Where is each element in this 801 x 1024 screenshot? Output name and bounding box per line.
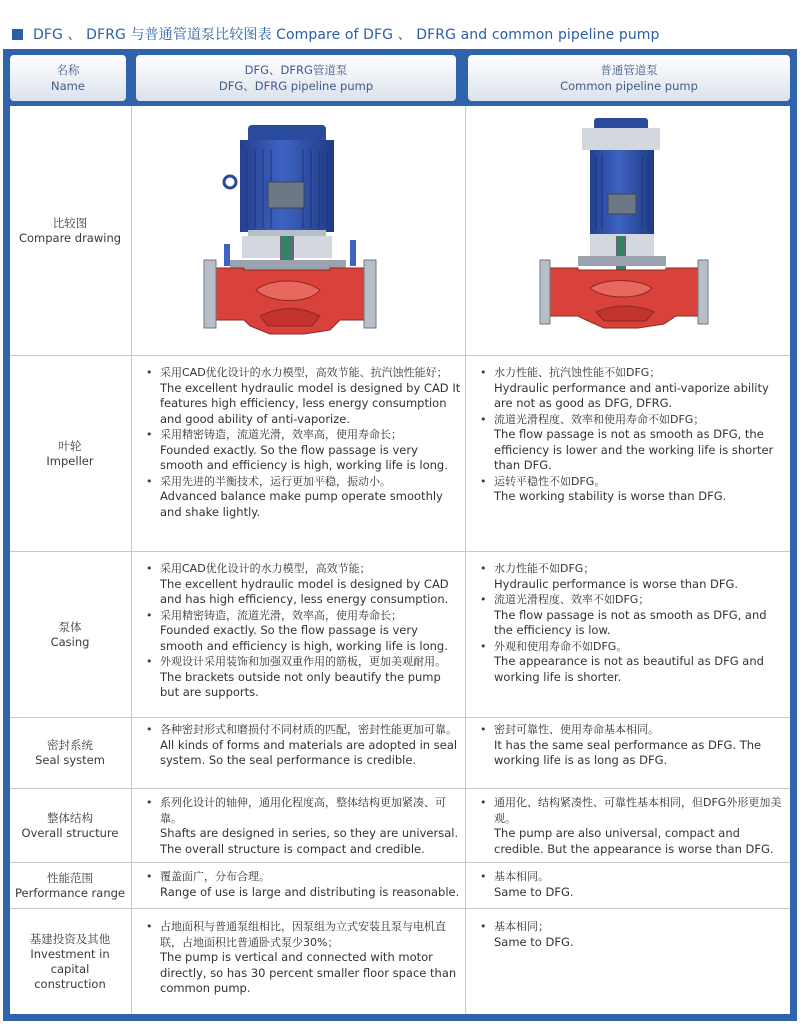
list-item (132, 869, 465, 900)
bullet-zh: 采用先进的半衡技术，运行更加平稳，振动小。 (160, 474, 391, 488)
bullet-icon: • (146, 796, 153, 809)
bullet-icon: • (480, 796, 487, 809)
bullet-icon: • (480, 639, 487, 653)
row-label-cell (10, 909, 130, 1014)
common-cell (466, 718, 790, 788)
row-name-en: Performance range (15, 885, 125, 900)
bullet-icon: • (146, 366, 153, 379)
bullet-zh: 系列化设计的轴伸，通用化程度高，整体结构更加紧凑、可靠。 (160, 796, 446, 825)
row-compare-drawing (10, 106, 790, 355)
dfg-drawing-cell (132, 106, 465, 355)
dfg-cell (132, 789, 465, 862)
row-name-zh: 叶轮 (58, 438, 82, 453)
bullet-en: The brackets outside not only beautify the pump but are supports. (160, 669, 441, 699)
list-item (466, 561, 790, 592)
list-item (132, 608, 465, 655)
bullet-zh: 流道光滑程度、效率不如DFG； (494, 593, 650, 606)
bullet-icon: • (146, 474, 153, 488)
title-square-icon (12, 29, 23, 40)
bullet-icon: • (480, 562, 487, 575)
row-name-en: Overall structure (21, 825, 119, 840)
common-pump-image (538, 116, 713, 346)
row-name-zh: 密封系统 (47, 738, 93, 752)
row-name-en: Compare drawing (18, 230, 122, 245)
bullet-en: Same to DFG. (494, 884, 574, 899)
list-item (132, 427, 465, 474)
bullet-zh: 采用精密铸造，流道光滑，效率高，使用寿命长； (160, 608, 402, 622)
row-name-zh: 基建投资及其他 (29, 931, 111, 946)
bullet-zh: 密封可靠性、使用寿命基本相同。 (494, 723, 659, 736)
bullet-en: The flow passage is not as smooth as DFG, the efficiency is lower and the working life is shorter than DFG. (494, 427, 774, 472)
bullet-zh: 水力性能、抗汽蚀性能不如DFG； (494, 366, 661, 379)
bullet-zh: 覆盖面广，分布合理。 (160, 870, 270, 883)
title-bar (12, 22, 660, 46)
bullet-zh: 采用CAD优化设计的水力模型，高效节能、抗汽蚀性能好； (160, 366, 448, 379)
bullet-zh: 采用精密铸造，流道光滑，效率高，使用寿命长； (160, 428, 402, 441)
row-name-zh: 整体结构 (47, 810, 93, 825)
bullet-en: Same to DFG. (494, 934, 574, 949)
row-investment (10, 909, 790, 1014)
dfg-cell (132, 552, 465, 717)
bullet-en: The excellent hydraulic model is designed by CAD It features high efficiency, less energy consumption and good ability of anti-vaporize. (160, 380, 461, 426)
common-cell (466, 789, 790, 862)
bullet-icon: • (146, 723, 153, 736)
bullet-icon: • (480, 366, 487, 379)
bullet-zh: 流道光滑程度、效率和使用寿命不如DFG； (494, 412, 705, 426)
bullet-en: The pump is vertical and connected with motor directly, so has 30 percent smaller floor space than common pump. (160, 950, 457, 995)
row-name-zh: 比较图 (52, 215, 88, 230)
row-performance-range (10, 863, 790, 908)
header-common-zh: 普通管道泵 (600, 63, 658, 77)
bullet-en: Hydraulic performance and anti-vaporize ability are not as good as DFG, DFRG. (494, 380, 769, 410)
bullet-zh: 外观和使用寿命不如DFG。 (494, 639, 628, 653)
bullet-en: It has the same seal performance as DFG. The working life is as long as DFG. (494, 737, 762, 767)
bullet-icon: • (146, 920, 153, 933)
bullet-zh: 基本相同； (494, 920, 549, 933)
row-name-en: Impeller (46, 453, 94, 468)
dfg-pump-image (200, 120, 385, 345)
list-item (132, 654, 465, 701)
common-cell (466, 909, 790, 1014)
common-cell (466, 356, 790, 551)
header-dfg-en: DFG、DFRG pipeline pump (218, 79, 374, 93)
bullet-en: Shafts are designed in series, so they are universal. The overall structure is compact and credible. (160, 826, 459, 856)
common-drawing-cell (466, 106, 790, 355)
list-item (132, 919, 465, 997)
list-item (132, 474, 465, 521)
row-name-en: Investment in capital construction (30, 946, 110, 991)
row-casing (10, 552, 790, 717)
bullet-icon: • (146, 608, 153, 622)
row-label-cell (10, 106, 130, 355)
bullet-zh: 运转平稳性不如DFG。 (494, 474, 606, 488)
row-name-en: Seal system (35, 753, 105, 767)
list-item (132, 561, 465, 608)
dfg-cell (132, 863, 465, 908)
bullet-en: The working stability is worse than DFG. (494, 489, 727, 503)
row-label-cell (10, 356, 130, 551)
header-name (10, 55, 126, 101)
bullet-zh: 基本相同。 (494, 870, 549, 883)
bullet-en: The appearance is not as beautiful as DFG and working life is shorter. (494, 654, 764, 684)
row-name-zh: 性能范围 (47, 870, 93, 885)
row-impeller (10, 356, 790, 551)
bullet-en: The flow passage is not as smooth as DFG, and the efficiency is low. (494, 607, 767, 637)
bullet-en: Founded exactly. So the flow passage is very smooth and efficiency is high, working life is long. (160, 442, 448, 472)
list-item (132, 795, 465, 857)
bullet-en: Hydraulic performance is worse than DFG. (494, 576, 739, 591)
bullet-icon: • (480, 723, 487, 736)
bullet-zh: 采用CAD优化设计的水力模型，高效节能； (160, 562, 371, 575)
bullet-icon: • (480, 593, 487, 606)
header-name-en: Name (51, 79, 85, 93)
row-overall-structure (10, 789, 790, 862)
bullet-zh: 各种密封形式和磨损付不同材质的匹配，密封性能更加可靠。 (160, 723, 457, 736)
list-item (466, 869, 790, 900)
list-item (132, 365, 465, 427)
common-cell (466, 863, 790, 908)
bullet-zh: 通用化、结构紧凑性、可靠性基本相同，但DFG外形更加美观。 (494, 796, 782, 825)
list-item (466, 722, 790, 769)
bullet-en: All kinds of forms and materials are adopted in seal system. So the seal performance is credible. (160, 737, 458, 767)
bullet-zh: 占地面积与普通泵组相比，因泵组为立式安装且泵与电机直联，占地面积比普通卧式泵少30%； (160, 920, 446, 949)
row-name-zh: 泵体 (58, 619, 82, 634)
list-item (132, 722, 465, 769)
bullet-en: The pump are also universal, compact and credible. But the appearance is worse than DFG. (494, 826, 774, 856)
list-item (466, 412, 790, 474)
list-item (466, 795, 790, 857)
bullet-en: Range of use is large and distributing is reasonable. (160, 884, 460, 899)
bullet-icon: • (480, 474, 487, 488)
bullet-icon: • (146, 428, 153, 441)
row-label-cell (10, 552, 130, 717)
header-dfg (136, 55, 456, 101)
dfg-cell (132, 909, 465, 1014)
header-name-zh: 名称 (56, 63, 80, 77)
row-label-cell (10, 789, 130, 862)
header-common (468, 55, 790, 101)
header-dfg-zh: DFG、DFRG管道泵 (244, 63, 348, 77)
bullet-zh: 外观设计采用装饰和加强双重作用的筋板，更加美观耐用。 (160, 655, 446, 668)
dfg-cell (132, 718, 465, 788)
bullet-icon: • (480, 870, 487, 883)
list-item (466, 639, 790, 686)
bullet-en: Founded exactly. So the flow passage is very smooth and efficiency is high, working life is long. (160, 623, 448, 653)
row-label-cell (10, 718, 130, 788)
header-common-en: Common pipeline pump (560, 79, 698, 93)
row-label-cell (10, 863, 130, 908)
comparison-table (3, 49, 797, 1021)
bullet-en: The excellent hydraulic model is designed by CAD and has high efficiency, less energy consumption. (160, 576, 449, 606)
bullet-icon: • (480, 412, 487, 426)
bullet-zh: 水力性能不如DFG； (494, 562, 595, 575)
dfg-cell (132, 356, 465, 551)
list-item (466, 474, 790, 505)
bullet-icon: • (480, 920, 487, 933)
bullet-icon: • (146, 562, 153, 575)
row-name-en: Casing (50, 634, 90, 649)
list-item (466, 592, 790, 639)
bullet-en: Advanced balance make pump operate smoothly and shake lightly. (160, 489, 443, 519)
page-title: DFG 、 DFRG 与普通管道泵比较图表 Compare of DFG 、 DFRG and common pipeline pump (33, 27, 660, 43)
row-seal-system (10, 718, 790, 788)
table-body (10, 106, 790, 1014)
bullet-icon: • (146, 655, 153, 668)
list-item (466, 919, 790, 950)
common-cell (466, 552, 790, 717)
bullet-icon: • (146, 870, 153, 883)
list-item (466, 365, 790, 412)
